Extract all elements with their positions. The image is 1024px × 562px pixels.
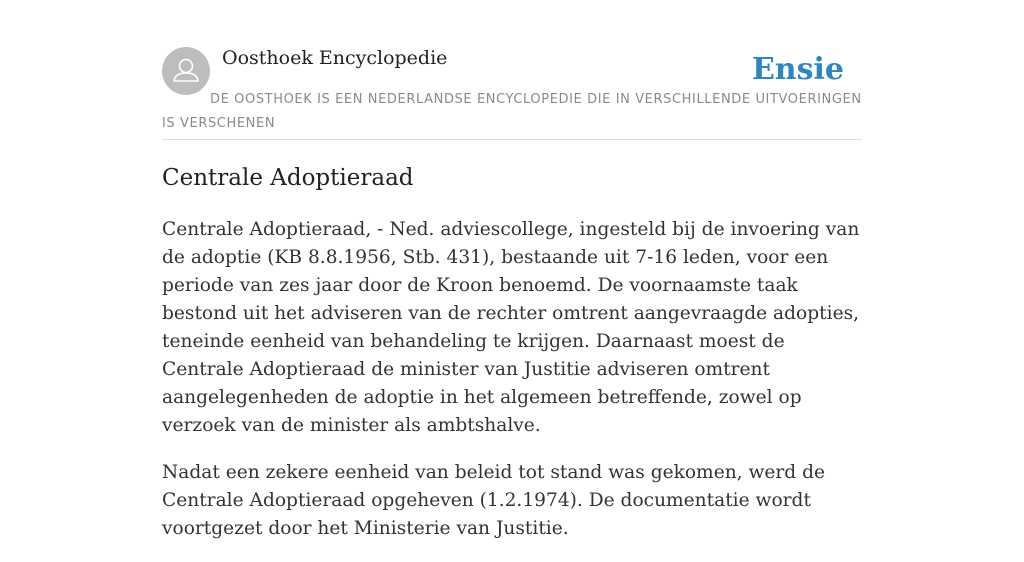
site-tagline: DE OOSTHOEK IS EEN NEDERLANDSE ENCYCLOPEDIE DIE IN VERSCHILLENDE UITVOERINGEN IS VERSCHENEN	[162, 92, 862, 131]
site-name[interactable]: Oosthoek Encyclopedie	[222, 47, 448, 69]
article-paragraph: Centrale Adoptieraad, - Ned. adviescollege, ingesteld bij de invoering van de adoptie (KB 8.8.1956, Stb. 431), bestaande uit 7-16 leden, voor een periode van zes jaar door de Kroon benoemd. De voornaamste taak bestond uit het adviseren van de rechter omtrent aangevraagde adopties, teneinde eenheid van behandeling te krijgen. Daarnaast moest de Centrale Adoptieraad de minister van Justitie adviseren omtrent aangelegenheden de adoptie in het algemeen betreffende, zowel op verzoek van de minister als ambtshalve.	[162, 219, 860, 436]
page	[162, 0, 862, 539]
article-paragraph: Nadat een zekere eenheid van beleid tot stand was gekomen, werd de Centrale Adoptieraad opgeheven (1.2.1974). De documentatie wordt voortgezet door het Ministerie van Justitie.	[162, 462, 826, 539]
header-divider	[162, 139, 862, 140]
page-title: Centrale Adoptieraad	[162, 165, 414, 191]
ensie-logo[interactable]: Ensie	[751, 52, 844, 87]
article-body	[162, 216, 862, 562]
